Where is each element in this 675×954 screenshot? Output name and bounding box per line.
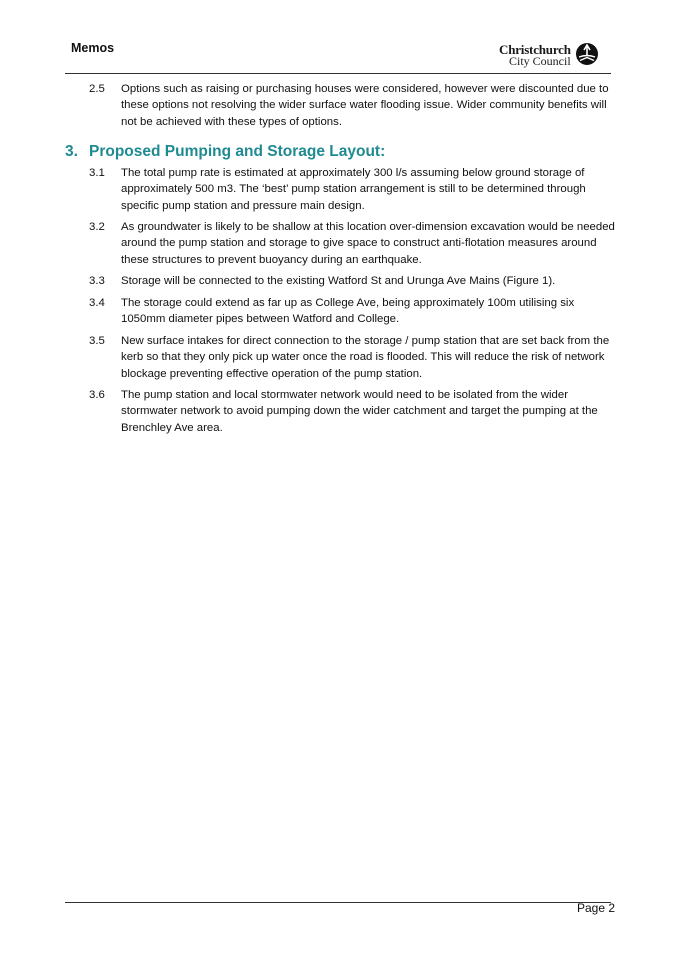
logo-text-line2: City Council [509, 54, 571, 68]
item-number: 3.5 [89, 335, 105, 347]
list-item-3-3 [89, 273, 619, 289]
section-title: Proposed Pumping and Storage Layout: [89, 143, 386, 160]
cathedral-logo-icon [575, 42, 599, 66]
section-number: 3. [65, 143, 78, 160]
item-text: The storage could extend as far up as College Ave, being approximately 100m utilising six 1050mm diameter pipes between Watford and College. [121, 297, 575, 326]
item-text: As groundwater is likely to be shallow at this location over-dimension excavation would be needed around the pump station and storage to give space to construct anti-flotation measures around these structures to prevent buoyancy during an earthquake. [121, 221, 615, 266]
item-number: 3.4 [89, 297, 105, 309]
list-item-2-5 [89, 81, 619, 130]
list-item-3-4 [89, 295, 619, 328]
item-text: New surface intakes for direct connection to the storage / pump station that are set back from the kerb so that they only pick up water once the road is flooded. This will reduce the risk of network blockage preventing effective operation of the pump station. [121, 335, 610, 380]
item-number: 3.3 [89, 275, 105, 287]
header-divider [65, 73, 611, 74]
item-number: 2.5 [89, 83, 105, 95]
item-text: Storage will be connected to the existing Watford St and Urunga Ave Mains (Figure 1). [121, 275, 556, 287]
item-number: 3.1 [89, 167, 105, 179]
memo-header-title: Memos [71, 41, 115, 55]
section-heading [65, 143, 385, 161]
item-number: 3.6 [89, 389, 105, 401]
logo-text-line1: Christchurch [499, 42, 571, 57]
footer-divider [65, 902, 611, 903]
list-item-3-1 [89, 165, 619, 214]
list-item-3-5 [89, 333, 619, 382]
item-number: 3.2 [89, 221, 105, 233]
item-text: Options such as raising or purchasing houses were considered, however were discounted due to these options not resolving the wider surface water flooding issue. Wider community benefits will not be achieved with these types of options. [121, 83, 609, 128]
page-number: Page 2 [577, 901, 616, 915]
list-item-3-6 [89, 387, 619, 436]
item-text: The total pump rate is estimated at approximately 300 l/s assuming below ground storage of approximately 500 m3. The ‘best’ pump station arrangement is still to be determined through specific pump station and pressure main design. [121, 167, 586, 212]
council-logo [497, 42, 601, 68]
item-text: The pump station and local stormwater network would need to be isolated from the wider stormwater network to avoid pumping down the wider catchment and target the pumping at the Brenchley Ave area. [121, 389, 598, 434]
list-item-3-2 [89, 219, 619, 268]
